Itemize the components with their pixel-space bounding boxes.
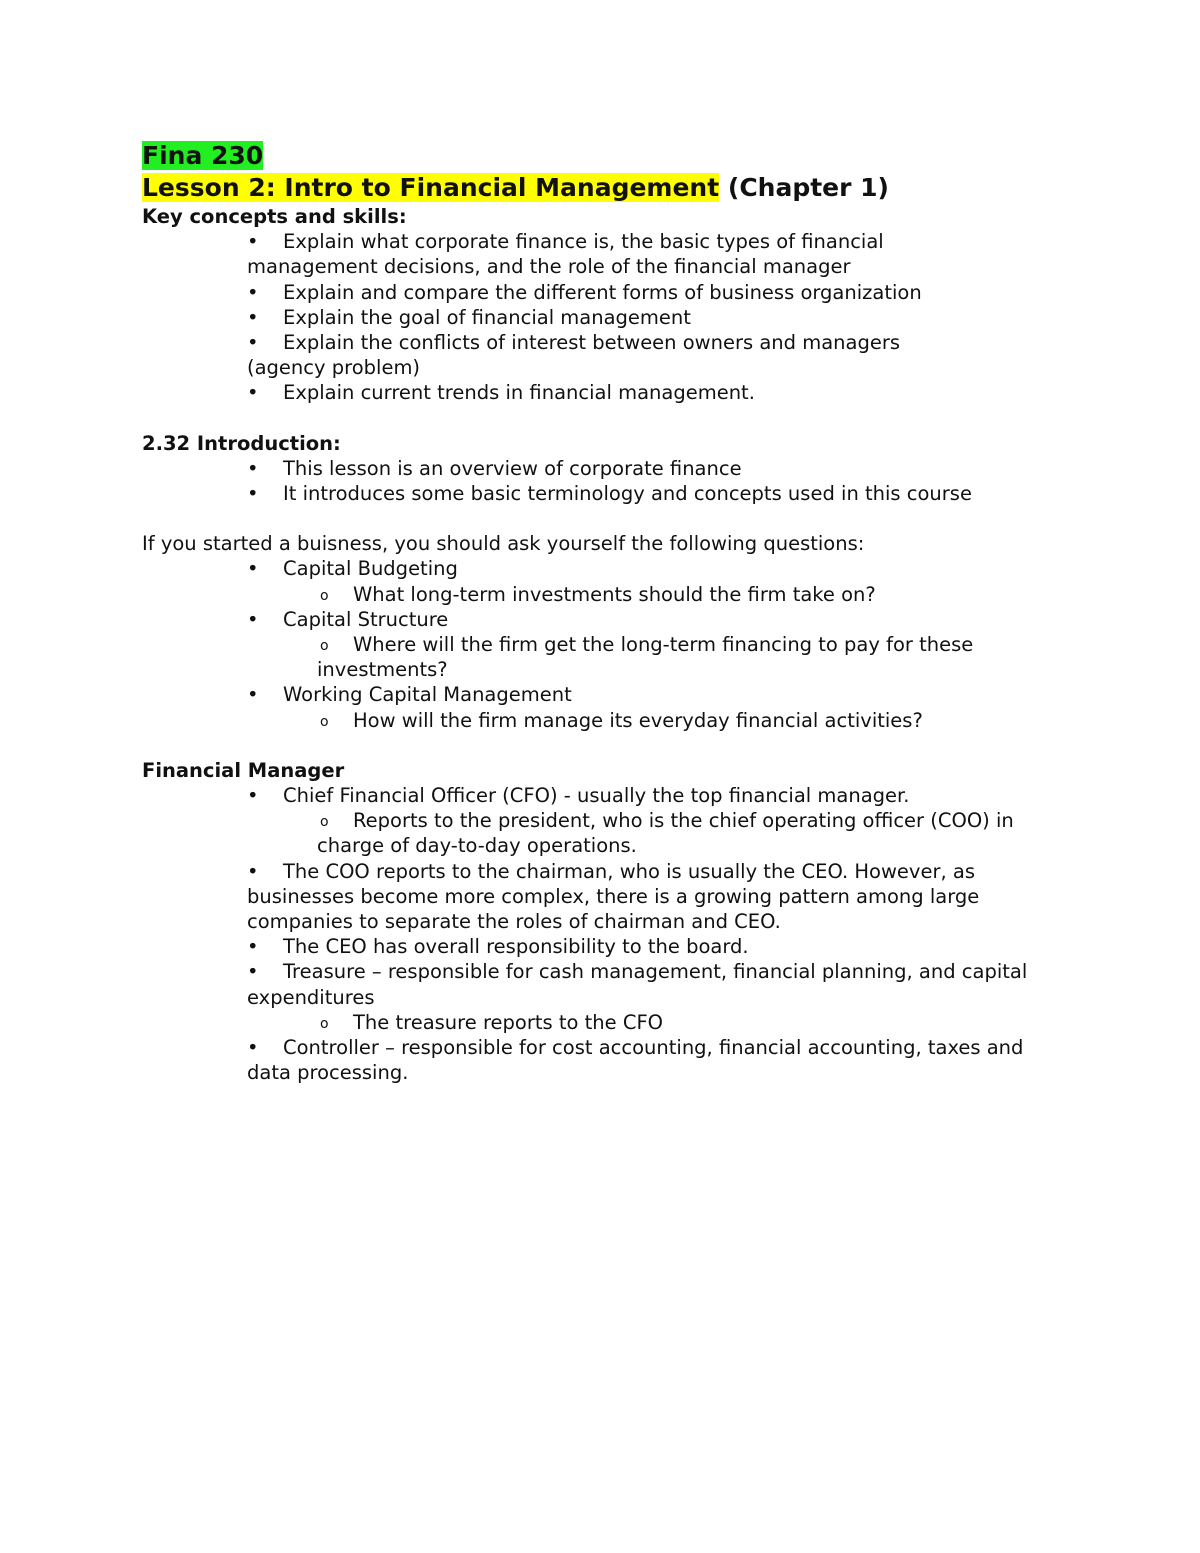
sub-list-item (142, 708, 1082, 733)
bullet-icon: • (247, 935, 259, 959)
bullet-icon: • (247, 305, 259, 329)
bullet-icon: • (247, 1036, 259, 1060)
list-item (142, 280, 1082, 305)
bullet-icon: • (247, 607, 259, 631)
document-page (142, 140, 1082, 1086)
bullet-icon: • (247, 784, 259, 808)
list-item-text: Treasure – responsible for cash management, financial planning, and capital expenditures (247, 960, 1028, 1009)
bullet-icon: • (247, 859, 259, 883)
list-item (142, 959, 1082, 1009)
sub-list-item (142, 1010, 1082, 1035)
list-item-text: Explain and compare the different forms of business organization (283, 280, 922, 304)
bullet-icon: • (247, 557, 259, 581)
sub-list-item (142, 582, 1082, 607)
sub-bullet-icon: o (320, 713, 329, 730)
list-item (142, 481, 1082, 506)
list-item (142, 783, 1082, 808)
course-code: Fina 230 (142, 141, 264, 170)
list-item (142, 1035, 1082, 1085)
sub-list-item-text: What long-term investments should the firm take on? (353, 582, 876, 606)
list-item (142, 380, 1082, 405)
list-item (142, 682, 1082, 707)
list-item-text: Explain the goal of financial management (283, 305, 691, 329)
list-item-text: Working Capital Management (283, 683, 572, 707)
list-item (142, 934, 1082, 959)
lesson-title-text: Lesson 2: Intro to Financial Management (142, 173, 720, 202)
bullet-icon: • (247, 456, 259, 480)
sub-bullet-icon: o (320, 814, 329, 831)
sub-bullet-icon: o (320, 638, 329, 655)
key-concepts-heading: Key concepts and skills: (142, 205, 407, 228)
bullet-icon: • (247, 230, 259, 254)
questions-intro: If you started a buisness, you should ask yourself the following questions: (142, 532, 865, 556)
list-item-text: Explain current trends in financial management. (283, 381, 755, 405)
bullet-icon: • (247, 331, 259, 355)
lesson-title (142, 172, 1082, 204)
introduction-heading: 2.32 Introduction: (142, 431, 341, 455)
sub-list-item-text: How will the firm manage its everyday financial activities? (353, 708, 923, 732)
list-item (142, 859, 1082, 935)
bullet-icon: • (247, 683, 259, 707)
sub-list-item (142, 808, 1082, 858)
list-item-text: Capital Structure (283, 607, 449, 631)
list-item (142, 305, 1082, 330)
list-item-text: Chief Financial Officer (CFO) - usually the top financial manager. (283, 784, 910, 808)
list-item-text: The CEO has overall responsibility to the board. (283, 935, 749, 959)
list-item (142, 556, 1082, 581)
list-item-text: Explain the conflicts of interest between owners and managers (agency problem) (247, 331, 901, 380)
bullet-icon: • (247, 482, 259, 506)
course-title (142, 140, 1082, 172)
list-item (142, 330, 1082, 380)
bullet-icon: • (247, 381, 259, 405)
sub-list-item (142, 632, 1082, 682)
lesson-chapter: (Chapter 1) (719, 173, 889, 202)
sub-list-item-text: The treasure reports to the CFO (353, 1010, 664, 1034)
list-item-text: The COO reports to the chairman, who is usually the CEO. However, as businesses become more complex, there is a growing pattern among large companies to separate the roles of chairman and CEO. (247, 859, 980, 934)
bullet-icon: • (247, 960, 259, 984)
list-item-text: Controller – responsible for cost accounting, financial accounting, taxes and data processing. (247, 1036, 1024, 1085)
list-item-text: This lesson is an overview of corporate finance (283, 456, 742, 480)
sub-list-item-text: Reports to the president, who is the chief operating officer (COO) in charge of day-to-day operations. (317, 809, 1014, 858)
list-item-text: Explain what corporate finance is, the basic types of financial management decisions, and the role of the financial manager (247, 230, 884, 279)
list-item-text: It introduces some basic terminology and concepts used in this course (283, 482, 972, 506)
list-item (142, 229, 1082, 279)
bullet-icon: • (247, 280, 259, 304)
list-item (142, 456, 1082, 481)
list-item (142, 607, 1082, 632)
list-item-text: Capital Budgeting (283, 557, 458, 581)
sub-bullet-icon: o (320, 587, 329, 604)
sub-bullet-icon: o (320, 1015, 329, 1032)
sub-list-item-text: Where will the firm get the long-term financing to pay for these investments? (317, 633, 974, 682)
financial-manager-heading: Financial Manager (142, 758, 345, 782)
